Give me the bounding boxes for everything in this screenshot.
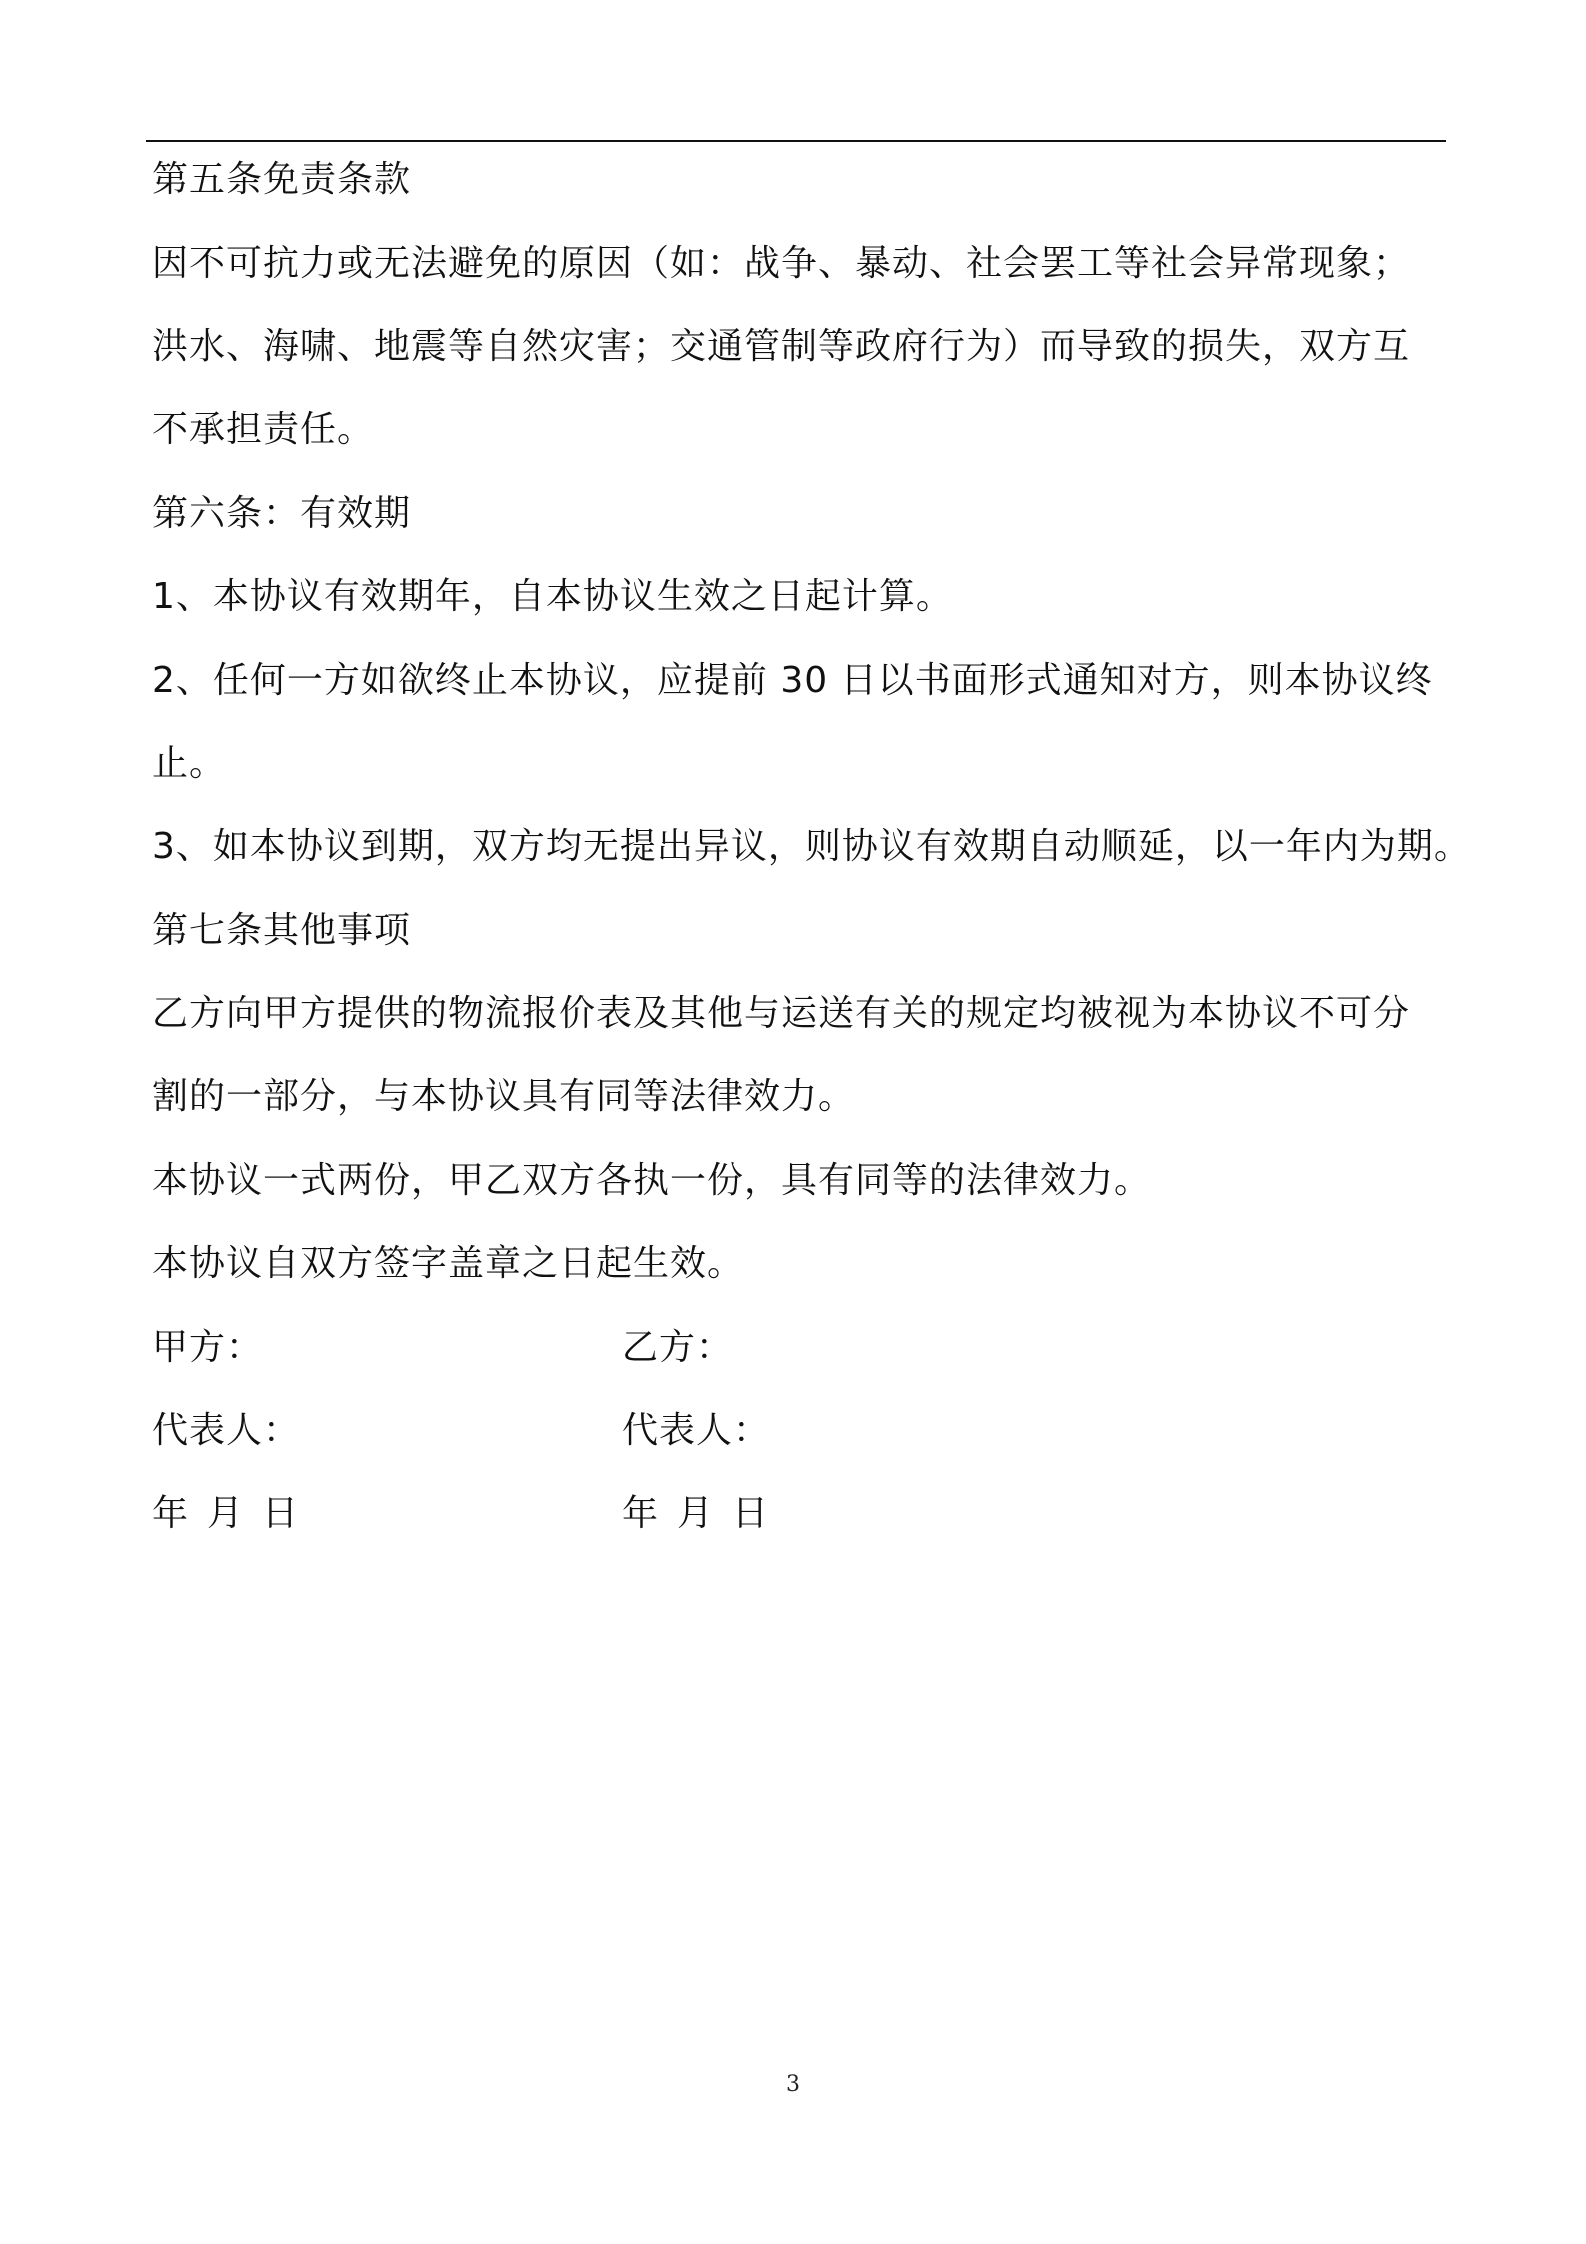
party-a-date-day: 日 [262, 1493, 300, 1534]
party-b-date-year: 年 [622, 1493, 660, 1534]
party-b-date-day: 日 [732, 1493, 770, 1534]
party-a-label: 甲方： [152, 1327, 264, 1368]
page-number: 3 [786, 2072, 800, 2097]
section-7-text-line-1: 乙方向甲方提供的物流报价表及其他与运送有关的规定均被视为本协议不可分 [152, 993, 1411, 1034]
party-b-label: 乙方： [622, 1327, 734, 1368]
party-b-date-month: 月 [677, 1493, 715, 1534]
section-5-heading: 第五条免责条款 [152, 159, 412, 200]
section-7-heading: 第七条其他事项 [152, 910, 412, 951]
party-a-date-month: 月 [207, 1493, 245, 1534]
party-a-date-year: 年 [152, 1493, 190, 1534]
party-a-date [152, 1490, 317, 1538]
section-7-text-line-2: 割的一部分，与本协议具有同等法律效力。 [152, 1076, 856, 1117]
copies-clause: 本协议一式两份，甲乙双方各执一份，具有同等的法律效力。 [152, 1160, 1152, 1201]
section-6-item-3: 3、如本协议到期，双方均无提出异议，则协议有效期自动顺延，以一年内为期。 [152, 826, 1471, 867]
party-b-date [622, 1490, 787, 1538]
section-5-text-line-1: 因不可抗力或无法避免的原因（如：战争、暴动、社会罢工等社会异常现象； [152, 243, 1411, 284]
section-5-text-line-3: 不承担责任。 [152, 409, 375, 450]
effective-clause: 本协议自双方签字盖章之日起生效。 [152, 1243, 745, 1284]
section-6-item-2-line-2: 止。 [152, 743, 227, 784]
section-6-heading: 第六条：有效期 [152, 493, 412, 534]
section-6-item-1: 1、本协议有效期年，自本协议生效之日起计算。 [152, 576, 953, 617]
party-a-representative-label: 代表人： [152, 1410, 301, 1451]
party-b-representative-label: 代表人： [622, 1410, 771, 1451]
section-6-item-2-line-1: 2、任何一方如欲终止本协议，应提前 30 日以书面形式通知对方，则本协议终 [152, 660, 1433, 701]
header-rule [146, 140, 1446, 142]
section-5-text-line-2: 洪水、海啸、地震等自然灾害；交通管制等政府行为）而导致的损失，双方互 [152, 326, 1411, 367]
